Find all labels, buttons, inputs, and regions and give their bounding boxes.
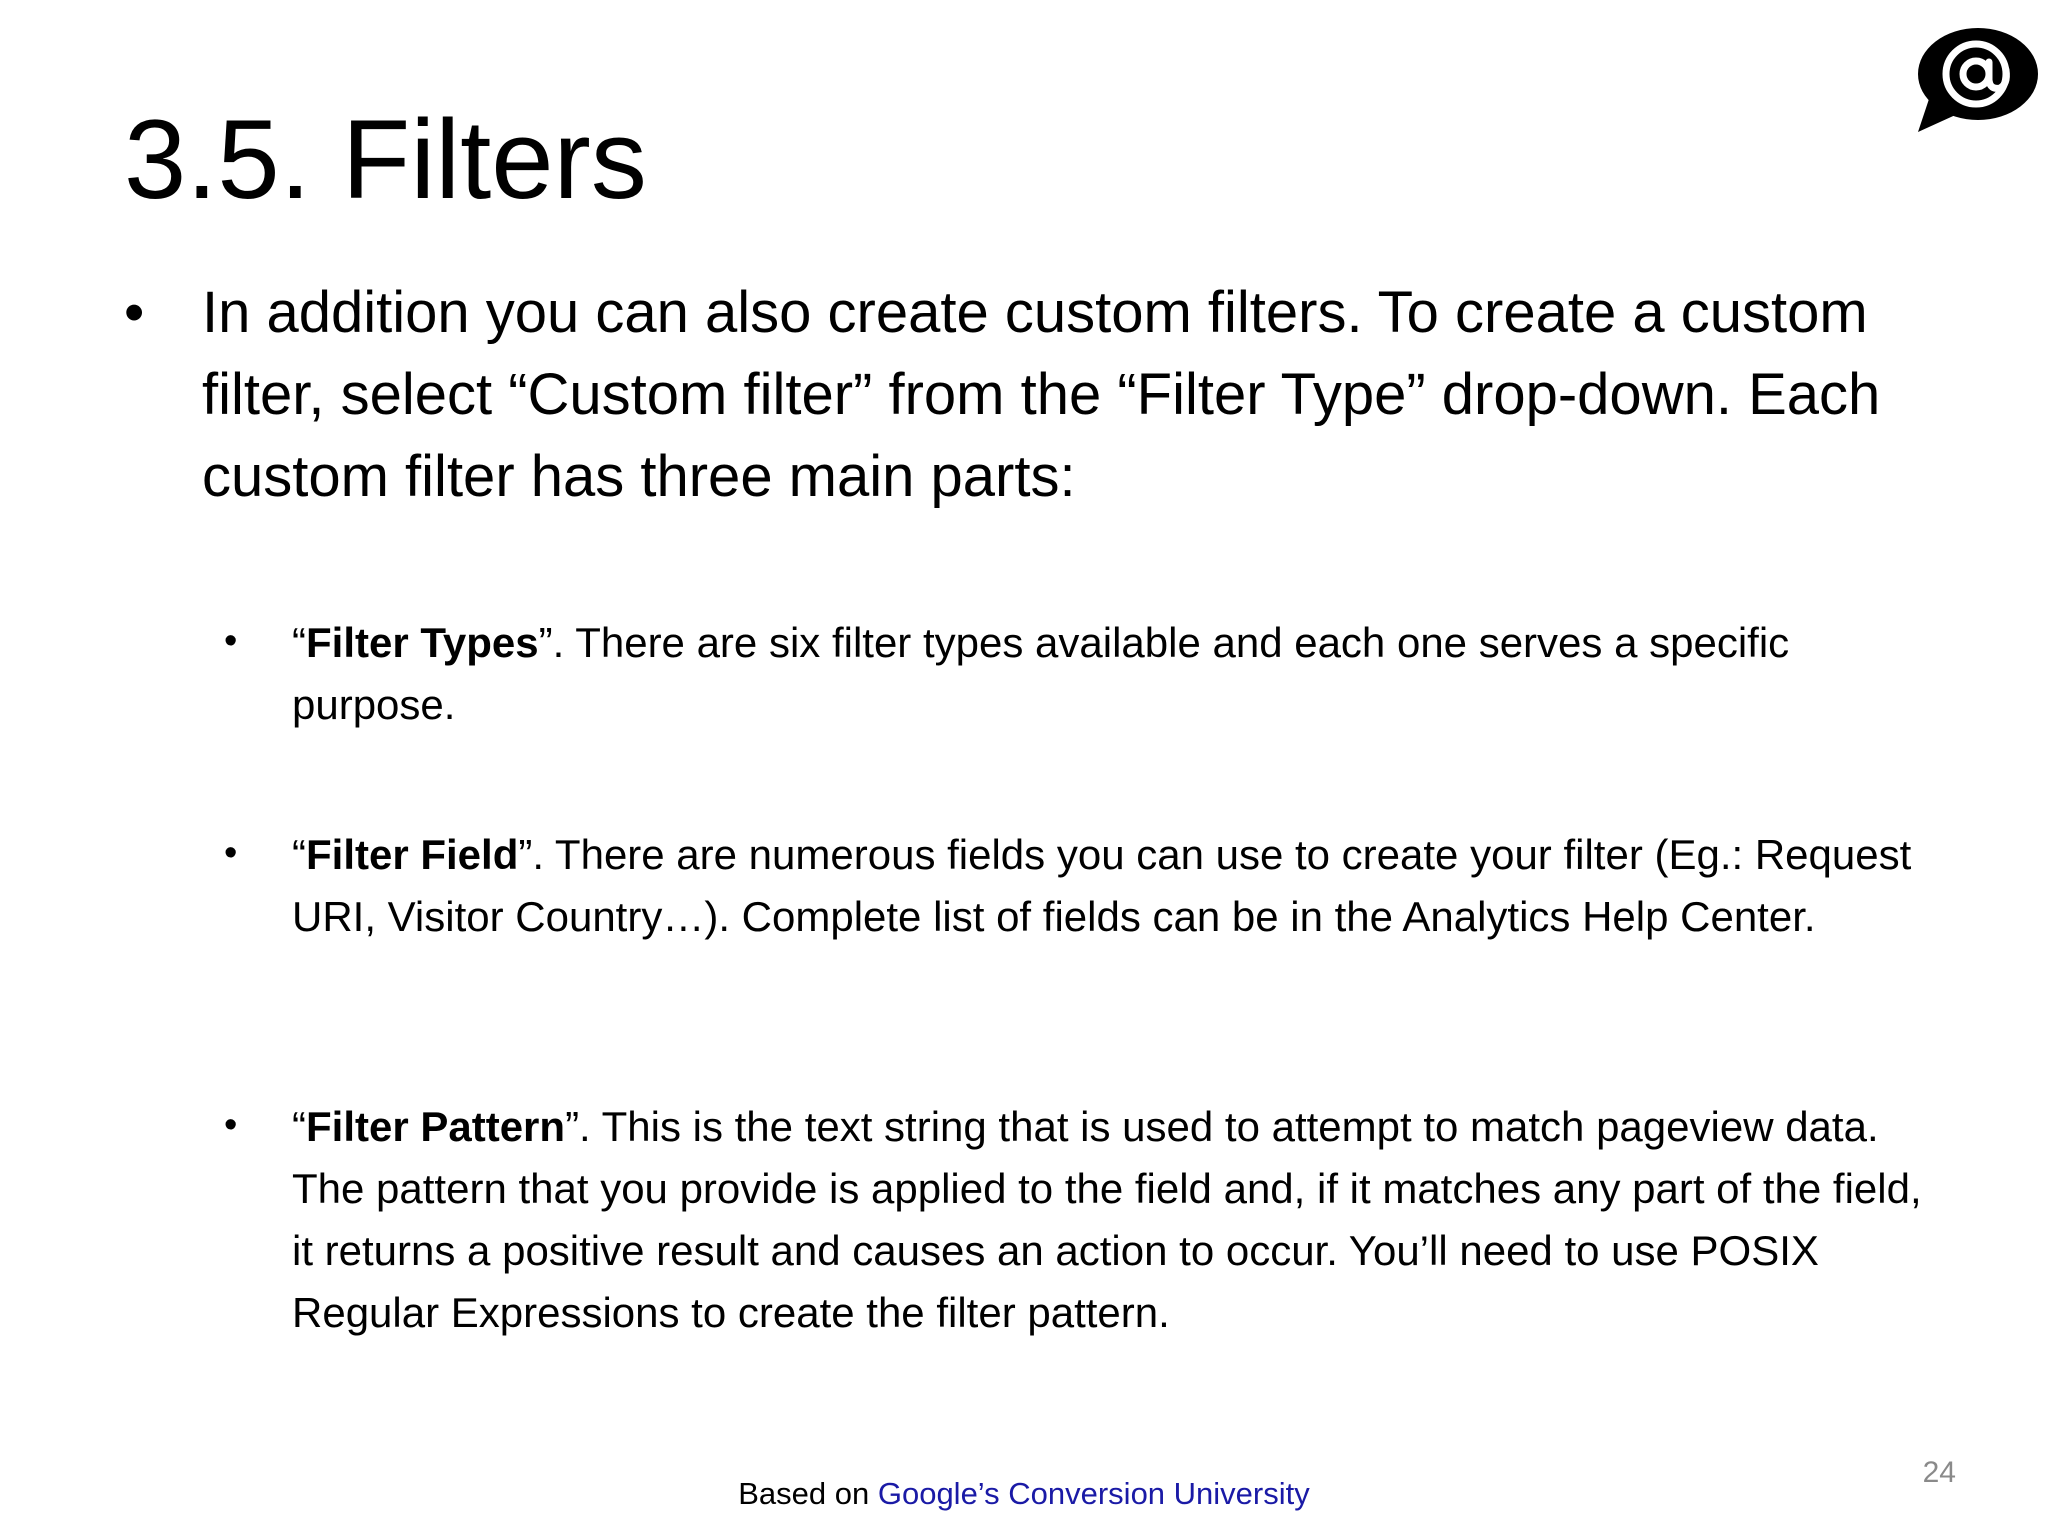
sub-bullet-text [292, 824, 1932, 948]
description: ”. There are numerous fields you can use to create your filter (Eg.: Request URI, Visitor Country…). Complete list of fields can be in the Analytics Help Center. [292, 831, 1912, 940]
footer-credit [0, 1476, 2048, 1512]
open-quote: “ [292, 619, 306, 666]
sub-bullet-text [292, 612, 1932, 736]
bullet-dot: • [224, 620, 238, 662]
description: ”. There are six filter types available and each one serves a specific purpose. [292, 619, 1790, 728]
open-quote: “ [292, 831, 306, 878]
description: ”. This is the text string that is used to attempt to match pageview data. The pattern that you provide is applied to the field and, if it matches any part of the field, it returns a positive result and causes an action to occur. You’ll need to use POSIX Regular Expressions to create the filter pattern. [292, 1103, 1922, 1336]
slide-title: 3.5. Filters [124, 97, 647, 222]
footer-source-link[interactable]: Google’s Conversion University [877, 1476, 1310, 1511]
bullet-dot: • [224, 832, 238, 874]
bullet-dot: • [124, 280, 145, 345]
bullet-dot: • [224, 1104, 238, 1146]
open-quote: “ [292, 1103, 306, 1150]
footer-prefix: Based on [738, 1476, 878, 1511]
at-sign-speech-bubble-icon [1910, 24, 2040, 136]
sub-bullet-text [292, 1096, 1932, 1344]
intro-text: In addition you can also create custom filters. To create a custom filter, select “Custom filter” from the “Filter Type” drop-down. Each custom filter has three main parts: [202, 280, 1881, 509]
term-filter-field: Filter Field [306, 831, 519, 878]
term-filter-types: Filter Types [306, 619, 539, 666]
page-number: 24 [1922, 1456, 1956, 1489]
term-filter-pattern: Filter Pattern [306, 1103, 566, 1150]
